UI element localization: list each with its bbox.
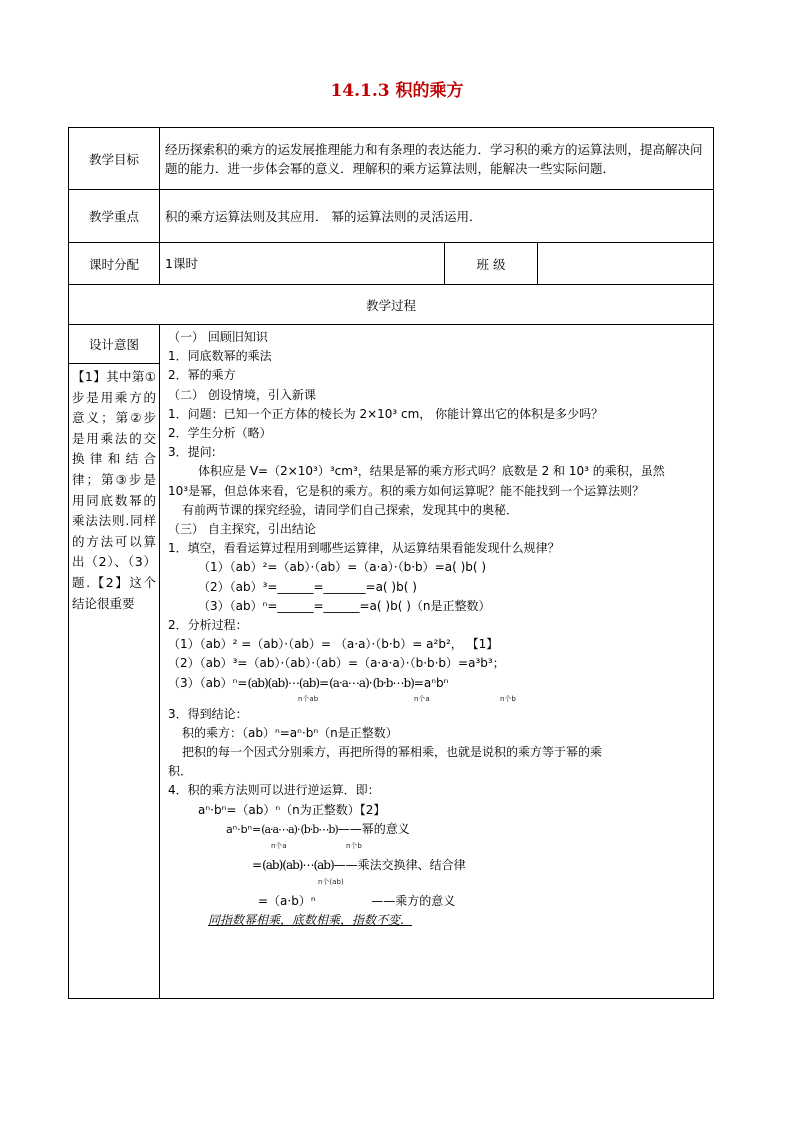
text-line: 3．提问: (168, 445, 216, 460)
text-line: 1．同底数幂的乘法 (168, 349, 272, 364)
goal-row (69, 128, 714, 190)
brace-group: (a·a⋯a) (329, 675, 369, 690)
formula-prefix: aⁿ·bⁿ= (226, 822, 262, 836)
formula-main: =（a·b）ⁿ (258, 893, 316, 908)
text-line: 把积的每一个因式分别乘方，再把所得的幂相乘，也就是说积的乘方等于幂的乘 (182, 745, 603, 760)
key-content: 积的乘方运算法则及其应用． 幂的运算法则的灵活运用． (160, 190, 714, 243)
page-title: 14.1.3 积的乘方 (330, 81, 464, 101)
brace-label: n个b (346, 841, 362, 850)
text-line: 积的乘方：（ab）ⁿ=aⁿ·bⁿ（n是正整数） (182, 725, 398, 740)
section-3-heading: （三） 自主探究，引出结论 (168, 522, 316, 537)
text-line: 2．分析过程： (168, 618, 248, 633)
formula-line: aⁿ·bⁿ=（ab）ⁿ（n为正整数）【2】 (198, 802, 386, 817)
key-row (69, 190, 714, 243)
formula-line: （3）（ab）ⁿ=______=______=a( )b( )（n是正整数） (198, 598, 491, 613)
formula-prefix: （3）（ab）ⁿ= (168, 675, 248, 690)
rule-summary: 同指数幂相乘，底数相乘，指数不变． (208, 913, 413, 928)
text-line: 1．填空，看看运算过程用到哪些运算律，从运算结果看能发现什么规律？ (168, 541, 560, 556)
class-value (538, 243, 714, 285)
formula-line (168, 856, 707, 892)
lesson-plan-table (68, 127, 714, 999)
text-line: 3．得到结论： (168, 706, 248, 721)
formula-line: （1）（ab）²=（ab）·（ab）=（a·a）·（b·b）=a( )b( ) (198, 560, 487, 575)
hours-row (69, 243, 714, 285)
design-cell (69, 325, 160, 999)
hours-value: 1课时 (160, 243, 445, 285)
formula-line: （2）（ab）³=（ab）·（ab）·（ab）=（a·a·a）·（b·b·b）=a³b³； (168, 656, 505, 671)
formula-line: （2）（ab）³=______=_______=a( )b( ) (198, 579, 417, 594)
design-note: 【1】其中第①步是用乘方的意义；第②步是用乘法的交换律和结合律；第③步是用同底数幂的乘法法则.同样的方法可以算出（2）、（3）题.【2】这个结论很重要 (72, 369, 156, 611)
goal-label: 教学目标 (69, 128, 160, 190)
brace-label: n个b (500, 694, 516, 703)
process-content (160, 325, 714, 999)
key-label: 教学重点 (69, 190, 160, 243)
brace-group: (b·b⋯b) (300, 822, 338, 836)
brace-label: n个ab (298, 694, 319, 703)
formula-line (168, 892, 707, 911)
formula-note: ——幂的意义 (337, 821, 410, 836)
formula-line: （1）（ab）² =（ab）·（ab）= （a·a）·（b·b）= a²b²， 【1】 (168, 637, 499, 652)
formula-note: ——乘法交换律、结合律 (333, 857, 466, 872)
design-label: 设计意图 (69, 325, 159, 364)
brace-label: n个(ab) (318, 877, 344, 886)
text-line: 2．学生分析（略） (168, 426, 272, 441)
text-line: 4．积的乘方法则可以进行逆运算．即： (168, 783, 380, 798)
formula-line: aⁿ·bⁿ=(a·a⋯a)·(b·b⋯b)——幂的意义 n个a n个b (226, 821, 410, 850)
brace-label: n个a (414, 694, 430, 703)
brace-group: (ab)(ab)⋯(ab) (247, 675, 320, 690)
text-line: 有前两节课的探究经验，请同学们自己探索，发现其中的奥秘． (182, 502, 519, 517)
process-header: 教学过程 (69, 285, 714, 325)
text-line: 10³是幂，但总体来看，它是积的乘方。积的乘方如何运算呢？能不能找到一个运算法则？ (168, 483, 645, 498)
section-1-heading: （一） 回顾旧知识 (168, 330, 268, 344)
text-line: 积． (168, 764, 193, 779)
formula-tail: =aⁿbⁿ (413, 675, 449, 690)
text-line: 2．幂的乘方 (168, 368, 236, 383)
formula-line: （3）（ab）ⁿ=(ab)(ab)⋯(ab)=(a·a⋯a)·(b·b⋯b)=aⁿbⁿ n个ab n个a n个b (168, 675, 516, 703)
formula-prefix: = (252, 857, 263, 872)
text-line: 体积应是 V=（2×10³）³cm³，结果是幂的乘方形式吗？底数是 2 和 10³ 的乘积，虽然 (198, 464, 665, 479)
text-line: 1．问题：已知一个正方体的棱长为 2×10³ cm， 你能计算出它的体积是多少吗？ (168, 406, 604, 421)
hours-label: 课时分配 (69, 243, 160, 285)
class-label: 班 级 (445, 243, 538, 285)
section-2-heading: （二） 创设情境，引入新课 (168, 387, 316, 402)
brace-label: n个a (271, 841, 287, 850)
brace-group: (ab)(ab)⋯(ab) (262, 857, 334, 872)
process-row (69, 325, 714, 999)
brace-group: (b·b⋯b) (372, 675, 414, 690)
formula-note: ——乘方的意义 (371, 893, 456, 908)
process-header-row (69, 285, 714, 325)
brace-group: (a·a⋯a) (261, 822, 297, 836)
goal-content: 经历探索积的乘方的运发展推理能力和有条理的表达能力．学习积的乘方的运算法则，提高解决问题的能力．进一步体会幂的意义．理解积的乘方运算法则，能解决一些实际问题． (160, 128, 714, 190)
